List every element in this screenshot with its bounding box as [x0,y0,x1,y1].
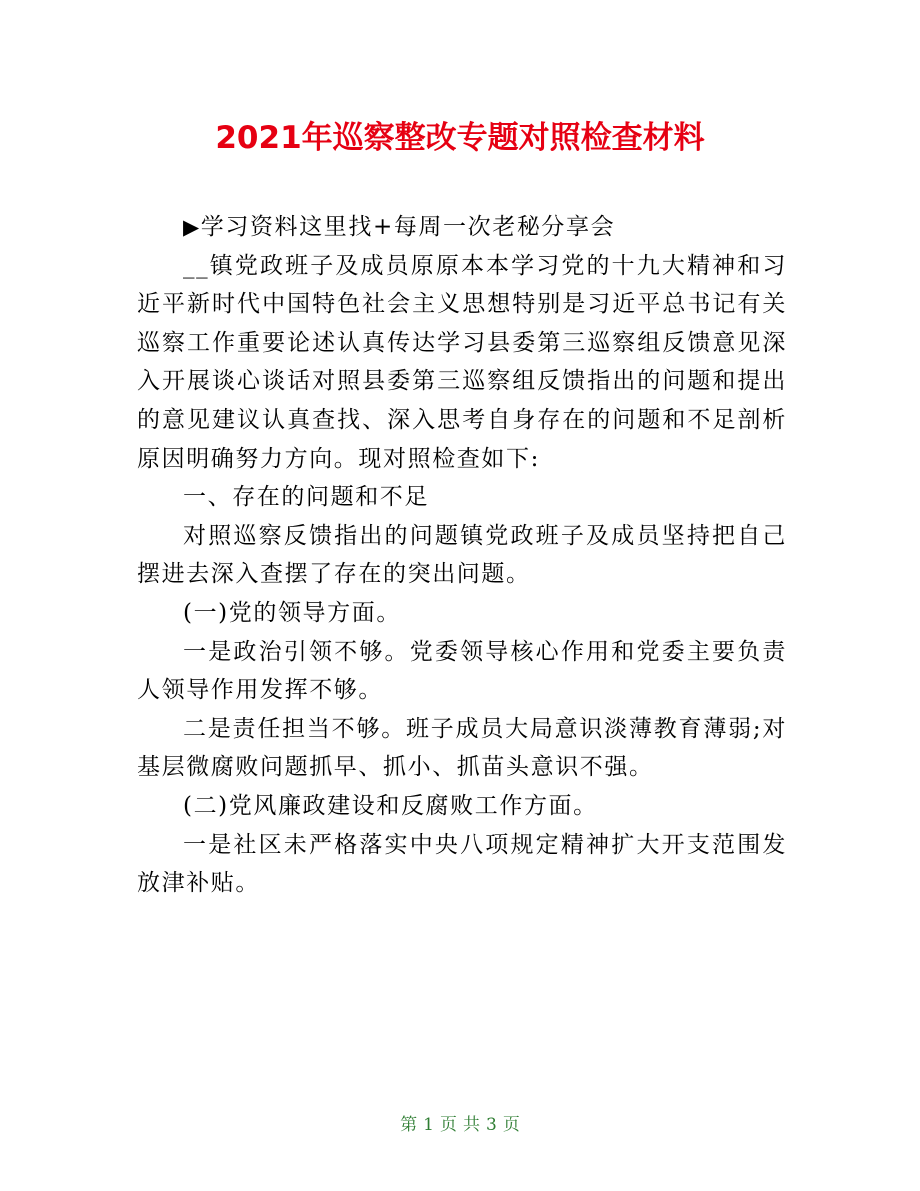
footer-page-label: 页 [440,1115,457,1135]
subsection-heading-party-leadership: (一)党的领导方面。 [183,599,401,626]
paragraph-community-subsidies: 一是社区未严格落实中央八项规定精神扩大开支范围发放津补贴。 [137,831,787,897]
subsection-heading-anti-corruption: (二)党风廉政建设和反腐败工作方面。 [183,792,598,819]
footer-current-page: 1 [423,1115,434,1135]
document-body [137,208,787,903]
study-notice[interactable] [137,208,787,247]
study-notice-text[interactable]: 学习资料这里找+每周一次老秘分享会 [200,214,616,240]
play-arrow-icon: ▶ [183,215,201,239]
document-title: 2021年巡察整改专题对照检查材料 [215,120,705,156]
footer-total-pages: 3 [486,1115,497,1135]
page-footer [0,1112,920,1138]
footer-prefix: 第 [400,1115,418,1135]
paragraph-responsibility: 二是责任担当不够。班子成员大局意识淡薄教育薄弱;对基层微腐败问题抓早、抓小、抓苗头意识不强。 [137,715,787,781]
paragraph-political-guidance: 一是政治引领不够。党委领导核心作用和党委主要负责人领导作用发挥不够。 [137,638,787,704]
paragraph-intro: __镇党政班子及成员原原本本学习党的十九大精神和习近平新时代中国特色社会主义思想特别是习近平总书记有关巡察工作重要论述认真传达学习县委第三巡察组反馈意见深入开展谈心谈话对照县委第三巡察组反馈指出的问题和提出的意见建议认真查找、深入思考自身存在的问题和不足剖析原因明确努力方向。现对照检查如下: [137,252,787,472]
section-heading-problems: 一、存在的问题和不足 [183,484,429,511]
footer-total-label: 共 [463,1115,480,1135]
footer-suffix: 页 [502,1115,520,1135]
paragraph-problems-summary: 对照巡察反馈指出的问题镇党政班子及成员坚持把自己摆进去深入查摆了存在的突出问题。 [137,522,787,588]
